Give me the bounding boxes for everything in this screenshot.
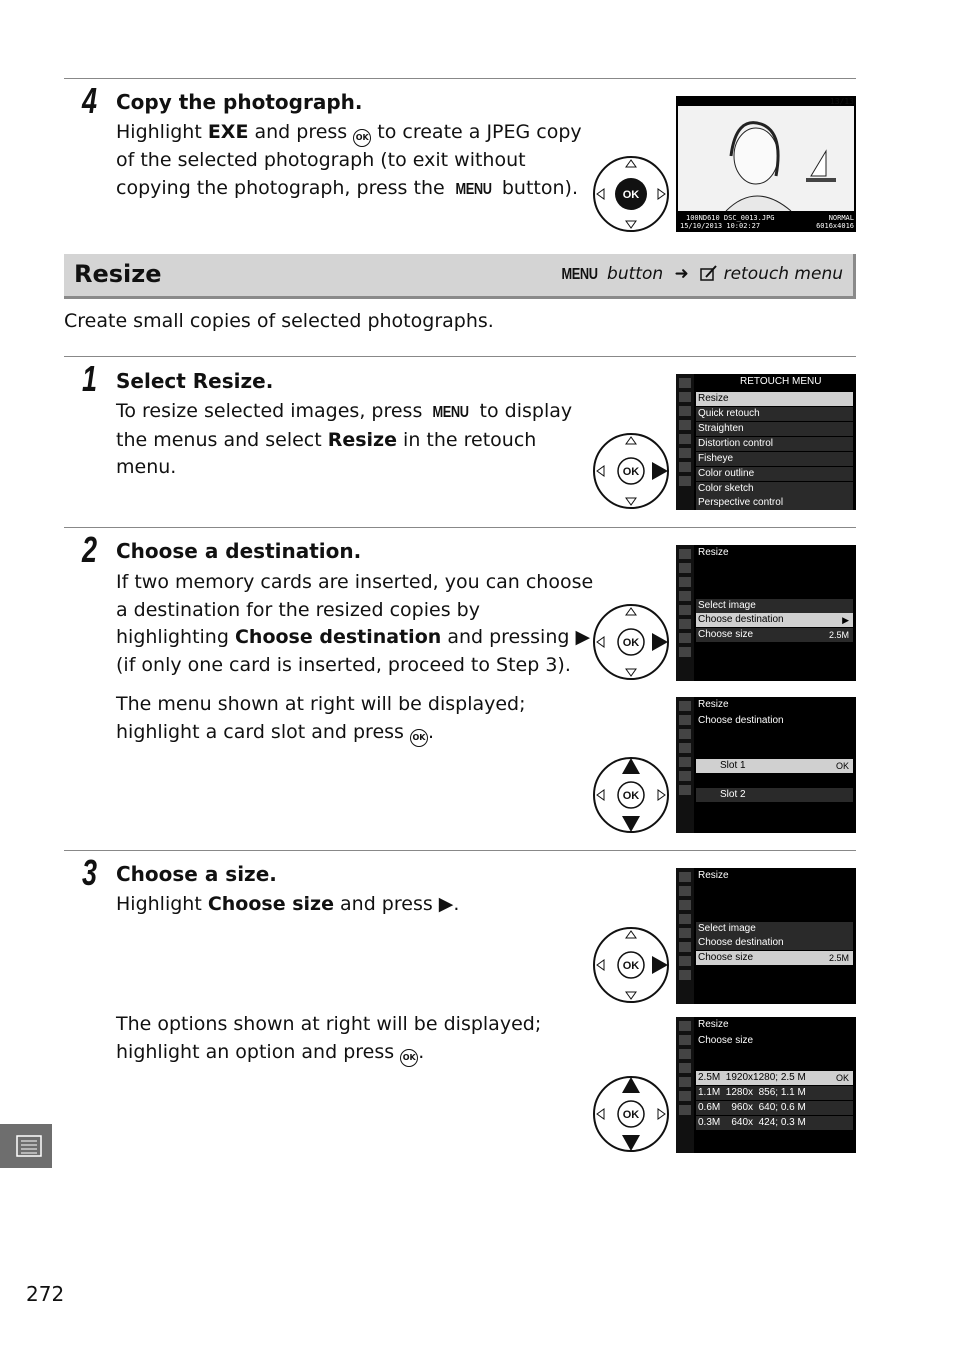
menu-item[interactable]: Color outline xyxy=(696,467,853,481)
choose-size-screen xyxy=(676,1017,856,1153)
ok-icon: OK xyxy=(400,1049,418,1067)
menu-guide-tab xyxy=(0,1124,52,1168)
resize-screen-size xyxy=(676,868,856,1004)
screen-subtitle: Choose size xyxy=(698,1035,754,1046)
step-title: Select Resize. xyxy=(116,369,274,393)
step-number: 2 xyxy=(82,529,98,570)
right-arrow-icon: ▶ xyxy=(438,893,454,915)
step-body: Highlight EXE and press OK to create a JPEG copy of the selected photograph (to exit without copying the photograph, press the MENU button). xyxy=(116,119,582,203)
menu-item[interactable]: Straighten xyxy=(696,422,853,436)
menu-icon: MENU xyxy=(432,404,469,421)
svg-text:OK: OK xyxy=(622,189,640,201)
step-body: Highlight Choose size and press ▶. xyxy=(116,893,460,915)
size-option[interactable]: 2.5M 1920x1280; 2.5 M OK xyxy=(696,1071,853,1085)
menu-item[interactable]: Choose destination ▶ xyxy=(696,613,853,627)
screen-subtitle: Choose destination xyxy=(698,715,784,726)
menu-item[interactable]: Perspective control xyxy=(696,496,853,510)
svg-text:OK: OK xyxy=(622,1109,640,1121)
menu-item[interactable]: Select image xyxy=(696,599,853,613)
slot-option[interactable]: Slot 1 OK xyxy=(696,759,853,773)
intro-text: Create small copies of selected photographs. xyxy=(64,310,494,332)
screen-title: Resize xyxy=(698,870,729,881)
rule-step1 xyxy=(64,356,856,357)
menu-icon: MENU xyxy=(561,266,598,283)
menu-item[interactable]: Fisheye xyxy=(696,452,853,466)
rule-top xyxy=(64,78,856,79)
screen-title: Resize xyxy=(698,1019,729,1030)
step-number: 4 xyxy=(82,80,98,121)
svg-text:OK: OK xyxy=(622,790,640,802)
slot-option[interactable]: Slot 2 xyxy=(696,788,853,802)
menu-item[interactable]: Choose size 2.5M xyxy=(696,951,853,965)
rule-step3 xyxy=(64,850,856,851)
svg-text:OK: OK xyxy=(622,960,640,972)
step-body: If two memory cards are inserted, you can choose a destination for the resized copies by highlighting Choose destination and pressing ▶ (if only one card is inserted, proceed to Step 3). xyxy=(116,571,594,676)
photo-quality: NORMAL xyxy=(828,214,854,222)
menu-item[interactable]: Choose destination xyxy=(696,936,853,950)
step-title: Copy the photograph. xyxy=(116,90,363,114)
menu-item[interactable]: Color sketch xyxy=(696,482,853,496)
multi-selector-right-icon xyxy=(592,603,670,681)
section-header xyxy=(64,254,856,299)
menu-item[interactable]: Quick retouch xyxy=(696,407,853,421)
svg-text:OK: OK xyxy=(622,637,640,649)
svg-text:OK: OK xyxy=(622,466,640,478)
size-option[interactable]: 0.6M 960x 640; 0.6 M xyxy=(696,1101,853,1115)
multi-selector-updown-icon xyxy=(592,1075,670,1153)
photo-counter: 13/13 xyxy=(829,97,854,106)
multi-selector-icon xyxy=(592,155,670,233)
menu-item[interactable]: Select image xyxy=(696,922,853,936)
menu-item[interactable]: Choose size 2.5M xyxy=(696,628,853,642)
step-body-2: The menu shown at right will be displayed; highlight a card slot and press OK . xyxy=(116,691,526,747)
list-icon xyxy=(0,1124,52,1168)
multi-selector-right-icon xyxy=(592,926,670,1004)
step-body-2: The options shown at right will be displayed; highlight an option and press OK . xyxy=(116,1011,541,1067)
photo-preview xyxy=(676,96,856,232)
screen-title: RETOUCH MENU xyxy=(740,376,822,387)
step-title: Choose a size. xyxy=(116,862,277,886)
step-body: To resize selected images, press MENU to display the menus and select Resize in the retouch menu. xyxy=(116,400,573,478)
step-number: 3 xyxy=(82,852,98,893)
resize-screen-destination xyxy=(676,545,856,681)
section-title: Resize xyxy=(74,260,162,288)
menu-path: MENU button ➜ retouch menu xyxy=(561,264,843,284)
multi-selector-updown-icon xyxy=(592,756,670,834)
rule-step2 xyxy=(64,527,856,528)
menu-icon: MENU xyxy=(455,180,492,198)
right-arrow-icon: ▶ xyxy=(575,626,591,648)
ok-icon: OK xyxy=(353,129,371,147)
arrow-icon: ➜ xyxy=(674,264,689,284)
multi-selector-right-icon xyxy=(592,432,670,510)
size-option[interactable]: 1.1M 1280x 856; 1.1 M xyxy=(696,1086,853,1100)
step-title: Choose a destination. xyxy=(116,539,362,563)
menu-item[interactable]: Resize xyxy=(696,392,853,406)
menu-item[interactable]: Distortion control xyxy=(696,437,853,451)
ok-icon: OK xyxy=(410,729,428,747)
photo-file: 100ND610 DSC_0013.JPG xyxy=(686,214,775,222)
screen-title: Resize xyxy=(698,547,729,558)
photo-size: 6016x4016 xyxy=(816,222,854,230)
choose-destination-screen xyxy=(676,697,856,833)
photo-date: 15/10/2013 10:02:27 xyxy=(680,222,761,230)
screen-title: Resize xyxy=(698,699,729,710)
retouch-menu-screen xyxy=(676,374,856,510)
step-number: 1 xyxy=(82,358,98,399)
retouch-icon xyxy=(700,265,718,281)
page-number: 272 xyxy=(26,1282,65,1306)
size-option[interactable]: 0.3M 640x 424; 0.3 M xyxy=(696,1116,853,1130)
